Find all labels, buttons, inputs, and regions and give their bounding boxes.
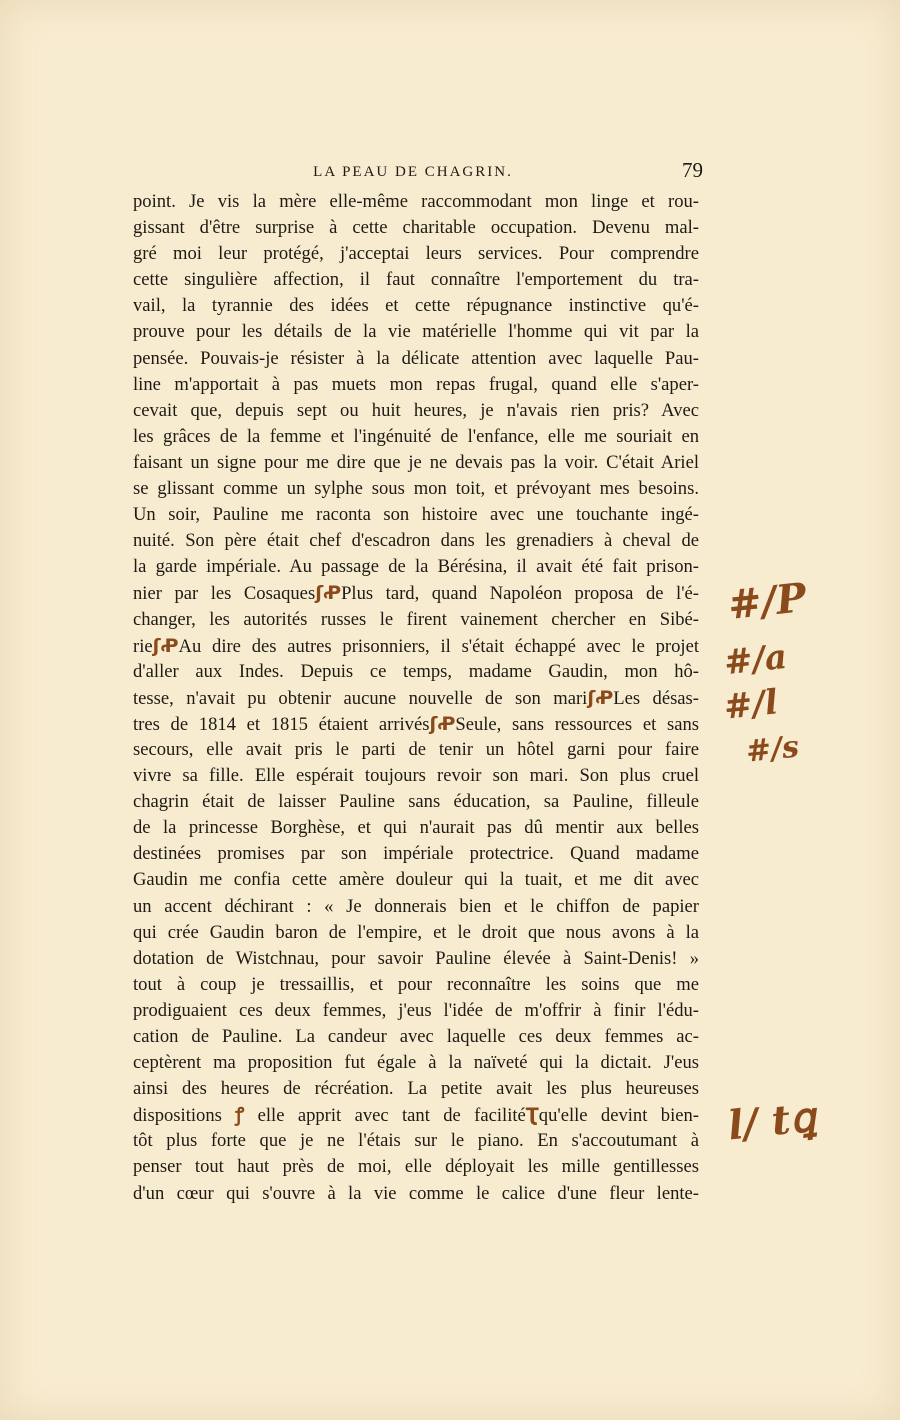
text-line: les grâces de la femme et l'ingénuité de l'enfance, elle me souriait en: [133, 425, 699, 447]
text-line: ceptèrent ma proposition fut égale à la naïveté qui la dictait. J'eus: [133, 1052, 699, 1074]
body-text: [133, 189, 699, 1207]
proof-mark-paragraph: ʃꝒ: [315, 582, 342, 605]
text-line: d'aller aux Indes. Depuis ce temps, madame Gaudin, mon hô-: [133, 660, 699, 682]
text-line: pensée. Pouvais-je résister à la délicate attention avec laquelle Pau-: [133, 347, 699, 369]
text-line: line m'apportait à pas muets mon repas frugal, quand elle s'aper-: [133, 373, 699, 395]
text-line: vail, la tyrannie des idées et cette répugnance instinctive qu'é-: [133, 295, 699, 317]
proof-mark-caret: Ʈ: [525, 1104, 539, 1127]
running-title: LA PEAU DE CHAGRIN.: [313, 164, 513, 180]
text-line: cette singulière affection, il faut connaître l'emportement du tra-: [133, 269, 699, 291]
text-line: Gaudin me confia cette amère douleur qui la tuait, et me dit avec: [133, 869, 699, 891]
text-line: point. Je vis la mère elle-même raccommodant mon linge et rou-: [133, 191, 699, 212]
text-line: tesse, n'avait pu obtenir aucune nouvelle de son mariʃꝒLes désas-: [133, 686, 699, 709]
text-line: nier par les CosaquesʃꝒPlus tard, quand Napoléon proposa de l'é-: [133, 582, 699, 605]
text-line: chagrin était de laisser Pauline sans éducation, sa Pauline, filleule: [133, 791, 699, 813]
margin-note-handwritten: l/ tꝗ: [725, 1093, 818, 1150]
text-line: gré moi leur protégé, j'acceptai leurs services. Pour comprendre: [133, 243, 699, 265]
text-line: prouve pour les détails de la vie matérielle l'homme qui vit par la: [133, 321, 699, 343]
proof-mark-paragraph: ʃꝒ: [587, 686, 614, 709]
margin-note-handwritten: #/a: [722, 636, 789, 684]
text-line: un accent déchirant : « Je donnerais bien et le chiffon de papier: [133, 895, 699, 917]
text-line: secours, elle avait pris le parti de tenir un hôtel garni pour faire: [133, 738, 699, 760]
text-line: qui crée Gaudin baron de l'empire, et le droit que nous avons à la: [133, 921, 699, 943]
running-head: [133, 160, 703, 184]
text-line: Un soir, Pauline me raconta son histoire avec une touchante ingé-: [133, 504, 699, 526]
text-line: destinées promises par son impériale protectrice. Quand madame: [133, 843, 699, 865]
margin-note-handwritten: #/P: [725, 574, 809, 629]
margin-note-handwritten: #/s: [744, 729, 801, 770]
text-line: changer, les autorités russes le firent vainement chercher en Sibé-: [133, 608, 699, 630]
text-line: prodiguaient ces deux femmes, j'eus l'idée de m'offrir à finir l'édu-: [133, 999, 699, 1021]
proof-mark-insert: ꝭ: [235, 1104, 245, 1127]
text-line: nuité. Son père était chef d'escadron dans les grenadiers à cheval de: [133, 530, 699, 552]
text-line: tres de 1814 et 1815 étaient arrivésʃꝒSeule, sans ressources et sans: [133, 712, 699, 735]
text-line: rieʃꝒAu dire des autres prisonniers, il s'était échappé avec le projet: [133, 634, 699, 657]
text-line: vivre sa fille. Elle espérait toujours revoir son mari. Son plus cruel: [133, 765, 699, 787]
text-line: cevait que, depuis sept ou huit heures, je n'avais rien pris? Avec: [133, 399, 699, 421]
text-line: faisant un signe pour me dire que je ne devais pas la voir. C'était Ariel: [133, 451, 699, 473]
text-line: tôt plus forte que je ne l'étais sur le piano. En s'accoutumant à: [133, 1130, 699, 1152]
text-line: gissant d'être surprise à cette charitable occupation. Devenu mal-: [133, 217, 699, 239]
page-number: 79: [682, 158, 703, 182]
text-line: ainsi des heures de récréation. La petite avait les plus heureuses: [133, 1078, 699, 1100]
text-line: tout à coup je tressaillis, et pour reconnaître les soins que me: [133, 973, 699, 995]
text-line: dispositions ꝭ elle apprit avec tant de facilitéƮqu'elle devint bien-: [133, 1104, 699, 1127]
text-line: penser tout haut près de moi, elle déployait les mille gentillesses: [133, 1156, 699, 1178]
text-line: la garde impériale. Au passage de la Bérésina, il avait été fait prison-: [133, 556, 699, 578]
margin-note-handwritten: #/l: [722, 682, 780, 728]
proof-mark-paragraph: ʃꝒ: [152, 634, 179, 657]
proof-mark-paragraph: ʃꝒ: [429, 712, 456, 735]
text-line: de la princesse Borghèse, et qui n'aurait pas dû mentir aux belles: [133, 817, 699, 839]
text-line: d'un cœur qui s'ouvre à la vie comme le calice d'une fleur lente-: [133, 1182, 699, 1204]
text-line: dotation de Wistchnau, pour savoir Pauline élevée à Saint-Denis! »: [133, 947, 699, 969]
text-line: se glissant comme un sylphe sous mon toit, et prévoyant mes besoins.: [133, 478, 699, 500]
text-line: cation de Pauline. La candeur avec laquelle ces deux femmes ac-: [133, 1026, 699, 1047]
